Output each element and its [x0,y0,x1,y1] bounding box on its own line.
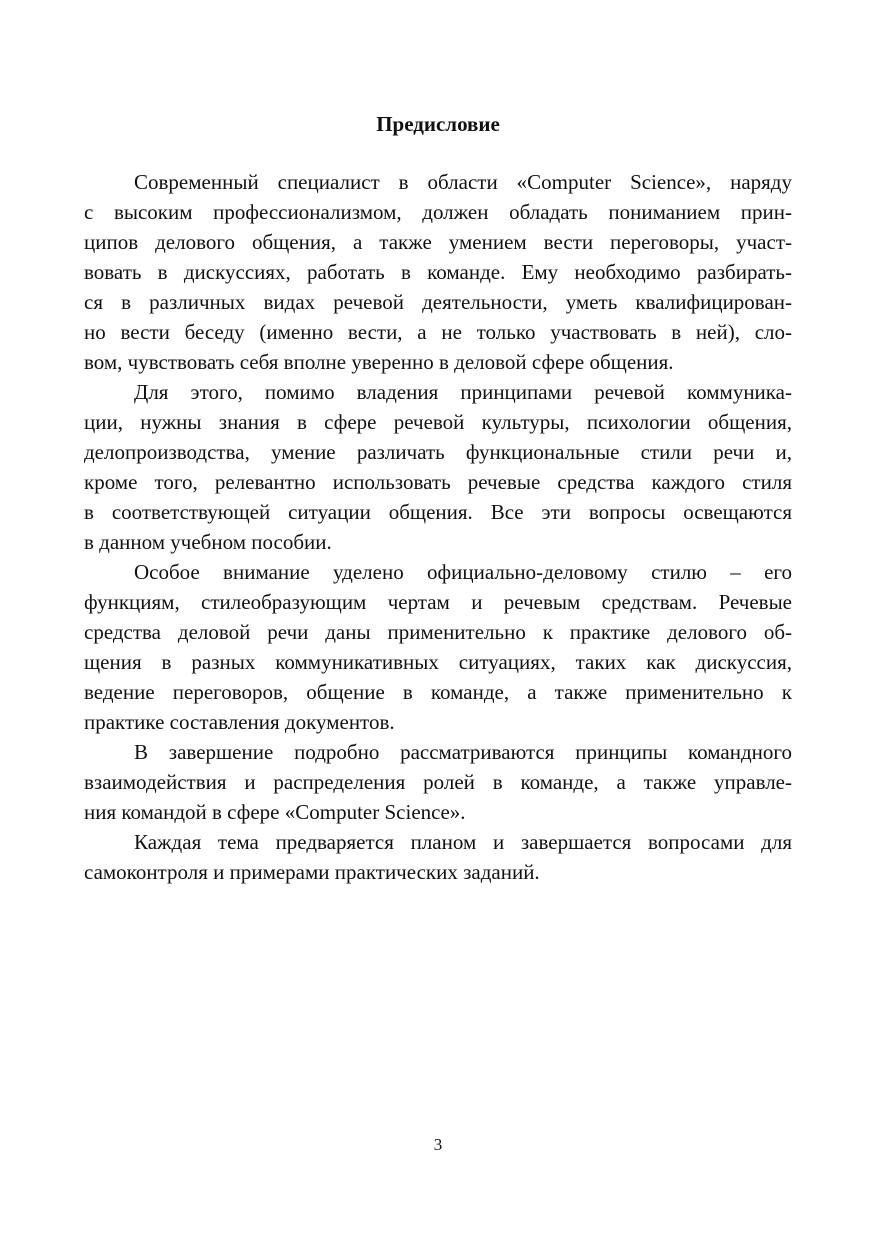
preface-body [84,167,792,887]
text-line: но вести беседу (именно вести, а не только участвовать в ней), сло- [84,320,792,344]
text-line: ципов делового общения, а также умением вести переговоры, участ- [84,230,792,254]
text-line: ведение переговоров, общение в команде, а также применительно к [84,680,792,704]
text-line: с высоким профессионализмом, должен обладать пониманием прин- [84,200,792,224]
text-line: ния командой в сфере «Computer Science». [84,800,466,824]
text-line: функциям, стилеобразующим чертам и речевым средствам. Речевые [84,590,792,614]
text-line: В завершение подробно рассматриваются принципы командного [134,740,792,764]
text-line: щения в разных коммуникативных ситуациях, таких как дискуссия, [84,650,792,674]
text-line: средства деловой речи даны применительно к практике делового об- [84,620,792,644]
text-line: вовать в дискуссиях, работать в команде. Ему необходимо разбирать- [84,260,792,284]
page-number: 3 [433,1135,443,1154]
text-line: вом, чувствовать себя вполне уверенно в деловой сфере общения. [84,350,674,374]
text-line: в данном учебном пособии. [84,530,332,554]
text-line: делопроизводства, умение различать функциональные стили речи и, [84,440,792,464]
text-line: взаимодействия и распределения ролей в команде, а также управле- [84,770,792,794]
text-line: Особое внимание уделено официально-деловому стилю – его [134,560,792,584]
text-line: самоконтроля и примерами практических заданий. [84,860,540,884]
text-line: ся в различных видах речевой деятельности, уметь квалифицирован- [84,290,792,314]
text-line: Современный специалист в области «Computer Science», наряду [134,170,792,194]
text-line: практике составления документов. [84,710,395,734]
text-line: Для этого, помимо владения принципами речевой коммуника- [134,380,792,404]
page-title: Предисловие [376,112,500,136]
text-line: в соответствующей ситуации общения. Все эти вопросы освещаются [84,500,792,524]
text-line: Каждая тема предваряется планом и завершается вопросами для [134,830,792,854]
text-line: кроме того, релевантно использовать речевые средства каждого стиля [84,470,792,494]
text-line: ции, нужны знания в сфере речевой культуры, психологии общения, [84,410,792,434]
